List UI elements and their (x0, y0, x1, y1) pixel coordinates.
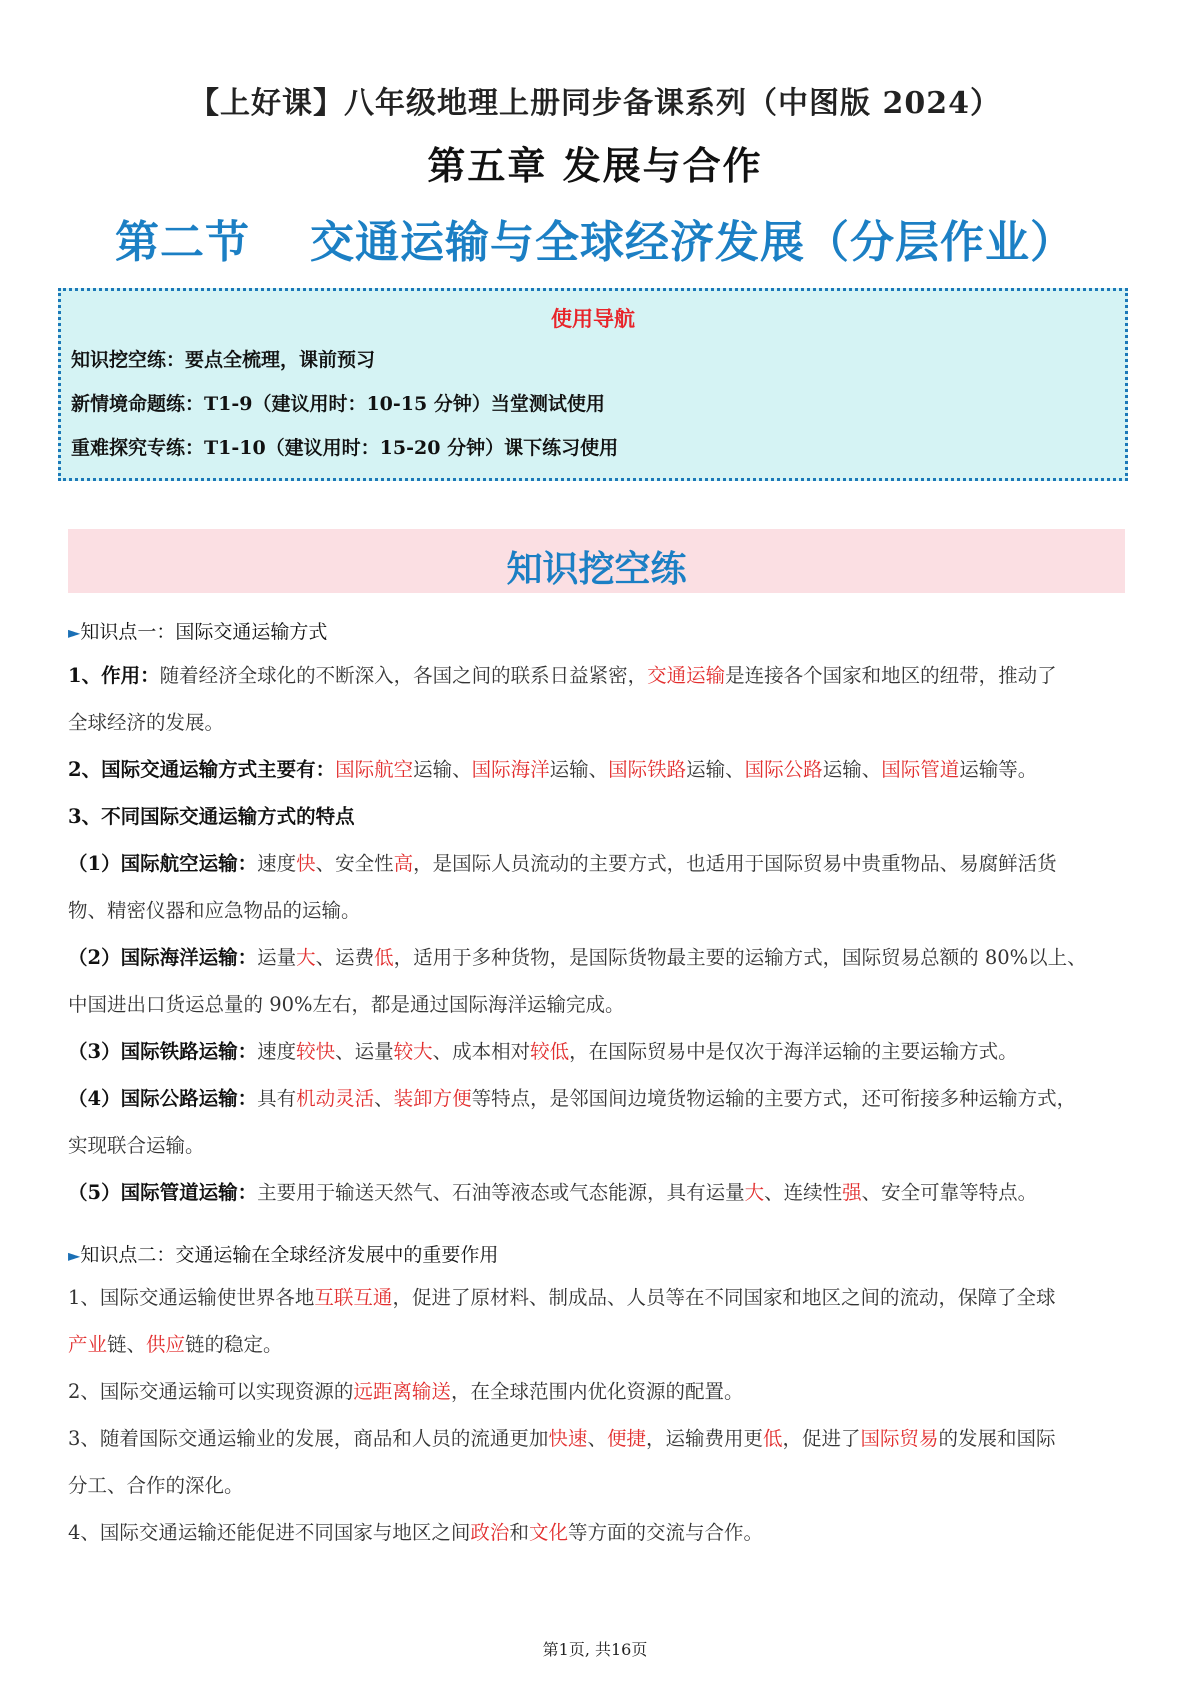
kp1-item-3: 3、不同国际交通运输方式的特点 (68, 805, 355, 828)
section-title-row (0, 206, 1190, 270)
kp1-item-1-cont: 全球经济的发展。 (68, 711, 225, 734)
triangle-marker-icon: ► (68, 1246, 81, 1265)
page-number: 第1页, 共16页 (542, 1640, 648, 1659)
kp1-item-2: 2、国际交通运输方式主要有：国际航空运输、国际海洋运输、国际铁路运输、国际公路运输、国际管道运输等。 (68, 758, 1038, 781)
kp2-item-1: 1、国际交通运输使世界各地互联互通，促进了原材料、制成品、人员等在不同国家和地区之间的流动，保障了全球 (68, 1286, 1056, 1309)
kp1-sea: （2）国际海洋运输：运量大、运费低，适用于多种货物，是国际货物最主要的运输方式，国际贸易总额的 80%以上、 (68, 946, 1087, 969)
kp1-road-cont: 实现联合运输。 (68, 1134, 205, 1157)
kp2-item-1-cont: 产业链、供应链的稳定。 (68, 1333, 283, 1356)
triangle-marker-icon: ► (68, 623, 81, 642)
section-banner (68, 529, 1125, 593)
kp2-item-3: 3、随着国际交通运输业的发展，商品和人员的流通更加快速、便捷，运输费用更低，促进了国际贸易的发展和国际 (68, 1427, 1056, 1450)
section-title: 交通运输与全球经济发展（分层作业） (310, 217, 1075, 268)
guide-line-3: 重难探究专练：T1-10（建议用时：15-20 分钟）课下练习使用 (71, 437, 619, 459)
kp2-item-4: 4、国际交通运输还能促进不同国家与地区之间政治和文化等方面的交流与合作。 (68, 1521, 763, 1544)
kp2-item-3-cont: 分工、合作的深化。 (68, 1474, 244, 1497)
kp1-air: （1）国际航空运输：速度快、安全性高，是国际人员流动的主要方式，也适用于国际贸易中贵重物品、易腐鲜活货 (68, 852, 1057, 875)
guide-line-2: 新情境命题练：T1-9（建议用时：10-15 分钟）当堂测试使用 (71, 393, 605, 415)
guide-line-1: 知识挖空练：要点全梳理，课前预习 (71, 349, 376, 371)
series-title: 【上好课】八年级地理上册同步备课系列（中图版 2024） (189, 86, 1001, 121)
section-label: 第二节 (115, 217, 250, 268)
kp1-air-cont: 物、精密仪器和应急物品的运输。 (68, 899, 361, 922)
kp1-sea-cont: 中国进出口货运总量的 90%左右，都是通过国际海洋运输完成。 (68, 993, 625, 1016)
usage-guide-box (58, 288, 1128, 481)
kp1-pipe: （5）国际管道运输：主要用于输送天然气、石油等液态或气态能源，具有运量大、连续性强、安全可靠等特点。 (68, 1181, 1038, 1204)
kp1-road: （4）国际公路运输：具有机动灵活、装卸方便等特点，是邻国间边境货物运输的主要方式，还可衔接多种运输方式， (68, 1087, 1077, 1110)
knowledge-point-2-heading: ►知识点二：交通运输在全球经济发展中的重要作用 (68, 1244, 499, 1266)
banner-title: 知识挖空练 (506, 548, 687, 590)
kp1-item-1: 1、作用：随着经济全球化的不断深入，各国之间的联系日益紧密，交通运输是连接各个国家和地区的纽带，推动了 (68, 664, 1057, 687)
guide-title: 使用导航 (551, 307, 635, 331)
kp1-rail: （3）国际铁路运输：速度较快、运量较大、成本相对较低，在国际贸易中是仅次于海洋运输的主要运输方式。 (68, 1040, 1018, 1063)
chapter-title: 第五章 发展与合作 (427, 143, 763, 188)
knowledge-point-1-heading: ►知识点一：国际交通运输方式 (68, 621, 328, 643)
kp2-item-2: 2、国际交通运输可以实现资源的远距离输送，在全球范围内优化资源的配置。 (68, 1380, 744, 1403)
